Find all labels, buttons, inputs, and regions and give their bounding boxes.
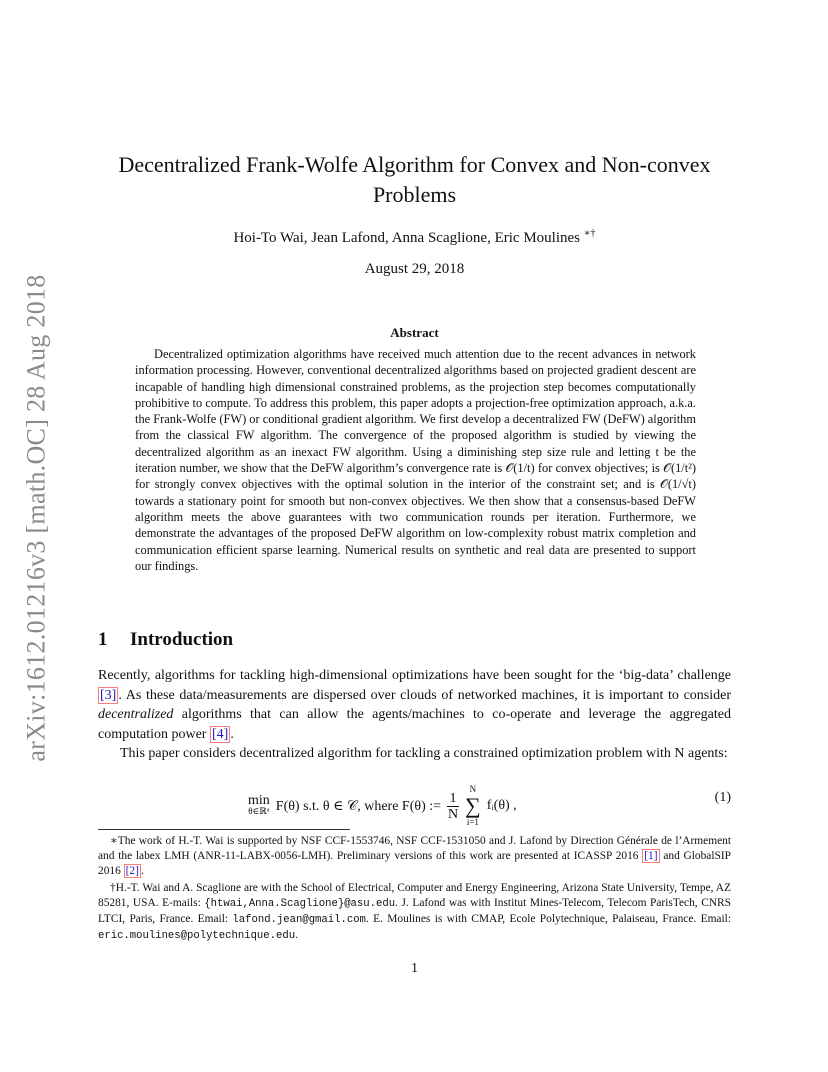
intro-text: Recently, algorithms for tackling high-dimensional optimizations have been sought for the ‘big-data’ challenge	[98, 668, 731, 683]
fraction-denominator: N	[447, 806, 459, 822]
intro-paragraph-2: This paper considers decentralized algorithm for tackling a constrained optimization problem with N agents:	[120, 746, 728, 761]
sum-lower-limit: i=1	[466, 817, 479, 827]
equation-summand: fᵢ(θ) ,	[486, 798, 517, 813]
paper-date: August 29, 2018	[364, 261, 465, 277]
arxiv-identifier-text: arXiv:1612.01216v3 [math.OC] 28 Aug 2018	[22, 274, 51, 762]
author-footnote-marks: ∗†	[583, 228, 596, 239]
section-heading-introduction	[98, 629, 731, 651]
min-operator	[248, 795, 270, 817]
footnote-text: . E. Moulines is with CMAP, Ecole Polytechnique, Palaiseau, France. Email:	[365, 913, 731, 926]
equation-number: (1)	[714, 790, 731, 805]
email-asu: {htwai,Anna.Scaglione}@asu.edu	[204, 897, 396, 910]
abstract-text: Decentralized optimization algorithms have received much attention due to the recent advances in network information processing. However, conventional decentralized algorithms based on projected gradient descent are incapable of handling high dimensional constrained problems, as the projection step becomes computationally prohibitive to compute. To address this problem, this paper adopts a projection-free optimization approach, a.k.a. the Frank-Wolfe (FW) or conditional gradient algorithm. We first develop a decentralized FW (DeFW) algorithm from the classical FW algorithm. The convergence of the proposed algorithm is studied by viewing the decentralized algorithm as an inexact FW algorithm. Using a diminishing step size rule and letting t be the iteration number, we show that the DeFW algorithm’s convergence rate is 𝒪(1/t) for convex objectives; is 𝒪(1/t²) for strongly convex objectives with the optimal solution in the interior of the constraint set; and is 𝒪(1/√t) towards a stationary point for smooth but non-convex objectives. We then show that a consensus-based DeFW algorithm meets the above guarantees with two communication rounds per iteration. Furthermore, we demonstrate the advantages of the proposed DeFW algorithm on low-complexity robust matrix completion and communication efficient sparse learning. Numerical results on synthetic and real data are presented to support our findings.	[135, 347, 696, 573]
sum-upper-limit: N	[469, 784, 477, 794]
footnote-text: †H.-T. Wai and A. Scaglione are with the School of Electrical, Computer and Energy Engineering, Arizona State University, Tempe, AZ 85281, USA. E-mails:	[98, 881, 731, 909]
equation-1	[98, 778, 731, 827]
email-moulines: eric.moulines@polytechnique.edu	[98, 930, 296, 943]
min-label: min	[248, 793, 270, 808]
footnote-text: . J. Lafond was with Institut Mines-Telecom, Telecom ParisTech, CNRS LTCI, Paris, France. Email:	[98, 896, 731, 926]
paper-title: Decentralized Frank-Wolfe Algorithm for Convex and Non-convex Problems	[118, 152, 711, 207]
sum-symbol: ∑	[465, 793, 481, 818]
abstract-heading: Abstract	[390, 325, 439, 340]
footnote-text: .	[140, 865, 144, 878]
citation-link-3[interactable]: [3]	[100, 687, 117, 703]
footnote-text: .	[295, 929, 298, 942]
intro-paragraph-1	[98, 666, 731, 744]
author-list	[98, 228, 731, 247]
footnote-text: ∗The work of H.-T. Wai is supported by NSF CCF-1553746, NSF CCF-1531050 and J. Lafond by Direction Générale de l’Armement and the labex LMH (ANR-11-LABX-0056-LMH). Preliminary versions of this work are presented at ICASSP 2016	[98, 835, 731, 863]
page-number: 1	[411, 961, 418, 976]
citation-link-1[interactable]: [1]	[644, 850, 658, 863]
footnote-2	[98, 881, 731, 945]
section-title: Introduction	[130, 629, 234, 650]
intro-text: .	[230, 726, 234, 742]
fraction-numerator: 1	[449, 790, 457, 806]
email-lafond: lafond.jean@gmail.com	[232, 914, 366, 927]
intro-emphasis: decentralized	[98, 707, 174, 722]
section-number: 1	[98, 629, 108, 650]
citation-link-4[interactable]: [4]	[211, 726, 229, 742]
intro-text: . As these data/measurements are dispersed over clouds of networked machines, it is important to consider	[118, 687, 731, 703]
intro-text: algorithms that can allow the agents/machines to co-operate and leverage the aggregated computation power	[98, 707, 731, 742]
citation-link-2[interactable]: [2]	[125, 865, 139, 878]
fraction	[447, 791, 459, 822]
equation-body	[248, 784, 517, 828]
introduction-body	[98, 666, 731, 764]
footnote-text: and GlobalSIP 2016	[98, 850, 731, 878]
author-names: Hoi-To Wai, Jean Lafond, Anna Scaglione, Eric Moulines	[233, 230, 580, 246]
arxiv-identifier-stamp	[19, 258, 55, 778]
footnotes	[98, 834, 731, 945]
min-subscript: θ∈ℝᵈ	[248, 806, 270, 816]
sum-operator	[465, 784, 481, 828]
equation-objective: F(θ) s.t. θ ∈ 𝒞, where F(θ) :=	[275, 798, 442, 814]
abstract-body	[135, 346, 696, 574]
footnote-divider	[98, 829, 350, 830]
footnote-1	[98, 834, 731, 880]
